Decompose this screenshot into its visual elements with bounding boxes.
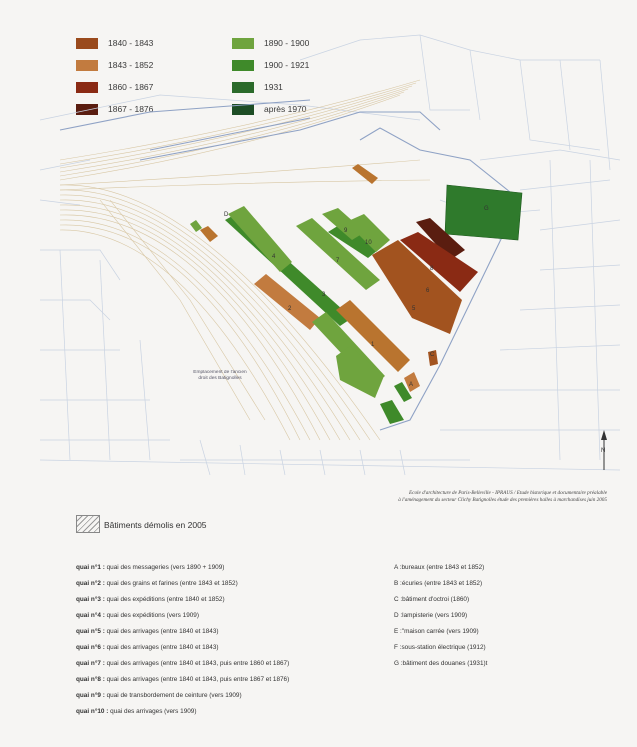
legend-label-1900-1921: 1900 - 1921 <box>264 60 310 70</box>
building-small-left <box>200 226 218 242</box>
legend-label-1867-1876: 1867 - 1876 <box>108 104 154 114</box>
map-label-a: A <box>409 382 414 388</box>
quai-item: quai n°5 : quai des arrivages (entre 1840 et 1843) <box>76 628 219 635</box>
building-item: F :sous-station électrique (1912) <box>394 644 486 651</box>
building-item: E :"maison carrée (vers 1909) <box>394 628 479 635</box>
credits <box>277 490 607 504</box>
north-arrow-label: N <box>601 448 606 454</box>
demolished-label: Bâtiments démolis en 2005 <box>104 520 207 530</box>
map-label-9: 9 <box>344 228 348 234</box>
map-label-7: 7 <box>336 258 340 264</box>
map-label-5: 5 <box>412 306 416 312</box>
building-item: C :bâtiment d'octroi (1860) <box>394 596 470 603</box>
map-label-2: 2 <box>288 306 292 312</box>
building-item: A :bureaux (entre 1843 et 1852) <box>394 564 485 571</box>
legend-label-1840-1843: 1840 - 1843 <box>108 38 154 48</box>
building-item: G :bâtiment des douanes (1931)t <box>394 660 488 667</box>
map-label-1: 1 <box>371 342 375 348</box>
map-label-c: C <box>430 352 435 358</box>
quai-item: quai n°7 : quai des arrivages (entre 1840 et 1843, puis entre 1860 et 1867) <box>76 660 290 667</box>
quai-item: quai n°6 : quai des arrivages (entre 1840 et 1843) <box>76 644 219 651</box>
credits-line-2: à l'aménagement du secteur Clichy Batignolles étude des premières halles à marchandises juin 2005 <box>398 497 607 503</box>
quai-item: quai n°1 : quai des messageries (vers 1890 + 1909) <box>76 564 225 571</box>
building-green-left <box>228 206 292 272</box>
quai-item: quai n°3 : quai des expéditions (entre 1840 et 1852) <box>76 596 225 603</box>
map-label-6: 6 <box>426 288 430 294</box>
quai-list <box>76 560 289 720</box>
legend-label-apres-1970: après 1970 <box>264 104 307 114</box>
credits-line-1: Ecole d'architecture de Paris-Belleville - IPRAUS / Etude historique et documentaire préalable <box>408 490 607 496</box>
quai-item: quai n°10 : quai des arrivages (vers 1909) <box>76 708 197 715</box>
map-label-8: 8 <box>430 266 434 272</box>
former-site-label: Emplacement de l'ancien droit des Batignolles <box>193 370 247 381</box>
quai-item: quai n°2 : quai des grains et farines (entre 1843 et 1852) <box>76 580 238 587</box>
legend-label-1931: 1931 <box>264 82 283 92</box>
quai-item: quai n°9 : quai de transbordement de ceinture (vers 1909) <box>76 692 242 699</box>
building-list <box>394 560 487 672</box>
map-label-4: 4 <box>272 254 276 260</box>
building-g <box>445 185 522 240</box>
building-green-small-bottom <box>380 400 404 424</box>
map-label-10: 10 <box>365 240 372 246</box>
building-item: B :écuries (entre 1843 et 1852) <box>394 580 483 587</box>
map-label-g: G <box>484 206 489 212</box>
map-label-d: D <box>224 212 229 218</box>
demolished-hatch-swatch <box>76 515 100 533</box>
former-site-label-box <box>190 370 250 406</box>
north-arrow-icon <box>601 430 607 470</box>
legend-label-1890-1900: 1890 - 1900 <box>264 38 310 48</box>
building-item: D :lampisterie (vers 1909) <box>394 612 468 619</box>
quai-item: quai n°4 : quai des expéditions (vers 1909) <box>76 612 199 619</box>
legend-label-1860-1867: 1860 - 1867 <box>108 82 154 92</box>
map-label-3: 3 <box>322 292 326 298</box>
legend-label-1843-1852: 1843 - 1852 <box>108 60 154 70</box>
quai-item: quai n°8 : quai des arrivages (entre 1840 et 1843, puis entre 1867 et 1876) <box>76 676 290 683</box>
